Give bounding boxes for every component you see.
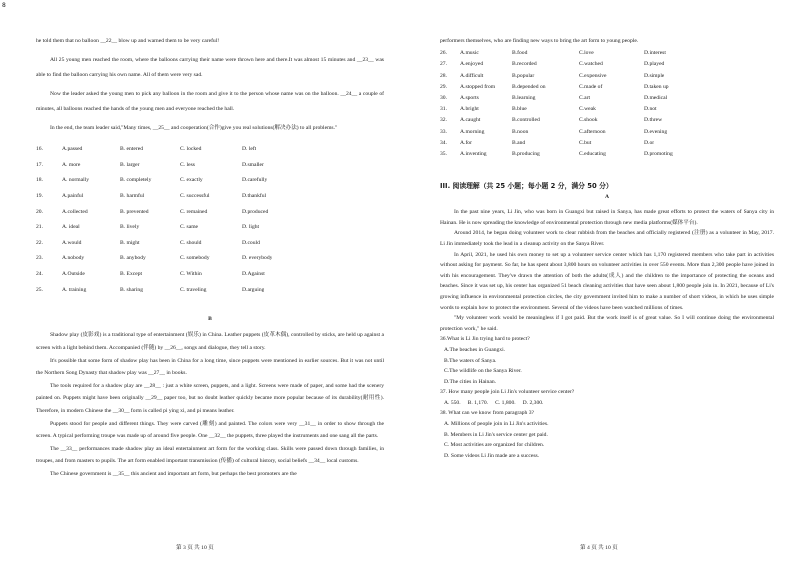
option-row: 27. A.enjoyed B.recorded C.watched D.played [440,61,665,68]
option-row: 28. A.difficult B.popular C.expensive D.simple [440,72,665,79]
options-table-16-25 [36,146,384,302]
passage-paragraph: Puppets stood for people and different things. They were carved (雕刻) and painted. The colors were very __31__ in order to show through the screen. A typical performing troupe was made up of around five people. One __32__ the puppets, three played the instruments and one sang all the parts. [36,420,384,440]
question-37 [440,387,774,408]
option-row: 32. A.caught B.controlled C.shook D.threw [440,117,663,124]
passage-paragraph: The Chinese government is __35__ this ancient and important art form, but perhaps the best promoters are the [50,470,297,477]
option-row: 26. A.music B.food C.love D.interest [440,50,666,57]
option-row: 16. A.passed B. entered C. locked D. left [36,146,257,153]
answer-option[interactable]: A.The beaches in Guangxi. [444,346,506,353]
passage-paragraph: The tools required for a shadow play are __28__ : just a white screen, puppets, and a light. Screens were made of paper, and some had the scenery painted on. Puppets might have been originally __29__ paper too, but no doubt leather quickly became more popular because of its durability(耐用性). Therefore, in modern Chinese the __30__ form is called pi ying xi, and pi means leather. [36,382,384,414]
option-row: 19. A.painful B. harmful C. successful D.thankful [36,192,267,199]
answer-option[interactable]: A. Millions of people join in Li Jin's activities. [444,421,549,428]
passage-line: performers themselves, who are finding new ways to bring the art form to young people. [440,38,639,44]
passage-paragraph: Around 2014, he began doing volunteer work to clear rubbish from the beaches and officially registered (注册) as a volunteer in May, 2017. Li Jin immediately took the lead in a cleanup activity on the Sanya River. [440,230,774,247]
question-36 [440,334,774,387]
question-stem: 36.What is Li Jin trying hard to protect? [440,336,530,343]
passage-paragraph: In the end, the team leader said,"Many times, __25__ and cooperation(合作)give you real solutions(解决办法) to all problems." [50,125,338,132]
page-footer-right: 第 4 页 共 10 页 [580,545,618,551]
option-row: 25. A. training B. sharing C. traveling D.arguing [36,286,265,293]
answer-option[interactable]: D. Some videos Li Jin made are a success. [444,452,540,459]
right-page [440,38,774,162]
reading-section-title: III. 阅读理解（共 25 小题；每小题 2 分，满分 50 分） [440,182,613,190]
answer-option[interactable]: D.The cities in Hainan. [444,378,497,385]
question-stem: 38. What can we know from paragraph 3? [440,410,535,417]
options-table-26-35 [440,50,774,162]
option-row: 30. A.sports B.learning C.art D.medical [440,94,668,101]
option-row: 34. A.for B.and C.but D.or [440,139,655,146]
option-row: 20. A.collected B. prevented C. remained D.produced [36,208,269,215]
option-row: 23. A.nobody B. anybody C. somebody D. everybody [36,255,273,262]
passage-paragraph: It's possible that some form of shadow play has been in China for a long time, since puppets were mentioned in earlier sources. But it was not until the Northern Song Dynasty that shadow play was __27__ in books. [36,357,384,377]
answer-option[interactable]: C.The wildlife on the Sanya River. [444,368,522,375]
option-row: 22. A.would B. might C. should D.could [36,239,260,246]
passage-paragraph: The __33__ performances made shadow play an ideal entertainment art form for the working class. Skills were passed down through families, in troupes, and from masters to pupils. The art form enabled important transmission (传播) of cultural history, social beliefs __34__ local customs. [36,445,384,465]
option-row: 29. A.stopped from B.depended on C.made of D.taken up [440,83,669,90]
answer-option[interactable]: C. Most activities are organized for children. [444,442,545,449]
passage-line: he told them that no balloon __22__ blow up and warned them to be very careful! [36,38,220,44]
option-row: 21. A. ideal B. lively C. same D. light [36,224,260,231]
option-row: 35. A.inventing B.producing C.educating D.promoting [440,150,673,157]
option-row: 17. A. more B. larger C. less D.smaller [36,161,264,168]
option-row: 24. A.Outside B. Except C. Within D.Against [36,270,265,277]
answer-option[interactable]: B.The waters of Sanya. [444,357,497,364]
option-row: 18. A. normally B. completely C. exactly D.carefully [36,177,268,184]
passage-paragraph: Now the leader asked the young men to pick any balloon in the room and give it to the person whose name was on the balloon. __24__ a couple of minutes, all balloons reached the hands of the young men and everyone reached the hall. [36,91,384,113]
section-a-label: A [604,194,610,200]
question-stem: 37. How many people join Li Jin's volunteer service center? [440,389,575,396]
option-row: 31. A.bright B.blue C.weak D.not [440,106,657,113]
question-38 [440,408,774,461]
answer-options-inline[interactable]: A. 550. B. 1,170. C. 1,800. D. 2,300. [444,399,544,406]
section-b-label: B [208,316,212,323]
option-row: 33. A.morning B.noon C.afternoon D.evening [440,128,668,135]
passage-paragraph: In the past nine years, Li Jin, who was born in Guangxi but raised in Sanya, has made great efforts to protect the waters of Sanya city in Hainan. He is now spreading the knowledge of environmental protection through new media platforms(媒体平台). [440,209,774,226]
answer-option[interactable]: B. Members in Li Jin's service center get paid. [444,431,548,438]
passage-paragraph: All 25 young men reached the room, where the balloons carrying their name were thrown here and there.It was almost 15 minutes and __23__ was able to find the balloon carrying his own name. All of them were very sad. [36,57,384,79]
passage-paragraph: In April, 2021, he used his own money to set up a volunteer service center which has 1,170 registered members who take part in activities without asking for payment. So far, he has spent about 3,800 hours on volunteer activities in over 550 events. More than 2,300 people have joined in with his encouragement. They've drawn the attention of both the adults(成人) and the children to the importance of protecting the oceans and beaches. Since it was set up, his center has organized 51 beach cleaning activities that have seen about 1,800 people join in. In 2021, because of Li's growing influence in environmental protection circles, the city government invited him to make a number of short videos, in which he uses simple words to explain how to protect the environment. Several of the videos have been watched millions of times. [440,251,774,311]
left-page [36,38,384,480]
page-corner-mark: 8 [2,2,6,9]
page-footer-left: 第 3 页 共 10 页 [176,545,214,551]
passage-paragraph: "My volunteer work would be meaningless if I got paid. But the work itself is of great value. So I will continue doing the environmental protection work," he said. [440,315,774,332]
reading-passage-a [440,194,774,461]
passage-paragraph: Shadow play (皮影戏) is a traditional type of entertainment (娱乐) in China. Leather puppets (皮革木偶), controlled by sticks, are held up against a screen with a light behind them. Accompanied (伴随) by __26__, songs and dialogue, they tell a story. [36,332,384,351]
